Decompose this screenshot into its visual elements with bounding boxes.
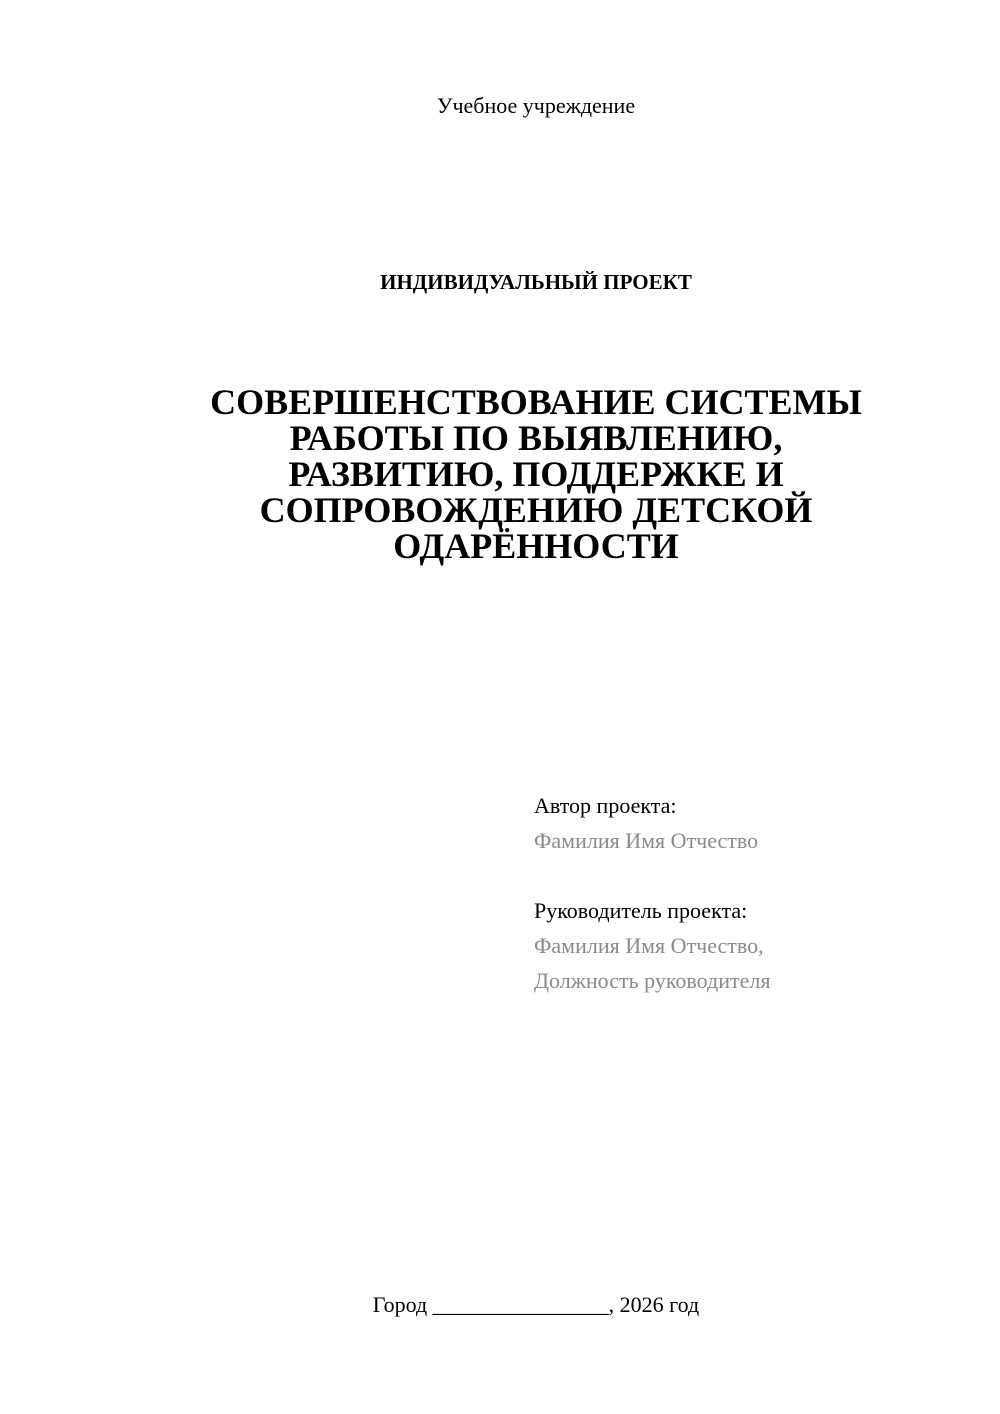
- project-title-line: СОВЕРШЕНСТВОВАНИЕ СИСТЕМЫ: [210, 382, 862, 422]
- project-credits: [534, 788, 974, 998]
- project-title-line: РАБОТЫ ПО ВЫЯВЛЕНИЮ,: [289, 418, 783, 458]
- supervisor-label: Руководитель проекта:: [534, 898, 748, 923]
- city-blank: ________________: [432, 1292, 609, 1317]
- project-title-line: РАЗВИТИЮ, ПОДДЕРЖКЕ И: [288, 454, 784, 494]
- city-year-line: [0, 1290, 1000, 1320]
- city-label: Город: [372, 1292, 428, 1317]
- institution-name: Учебное учреждение: [436, 93, 636, 118]
- project-title-line: ОДАРЁННОСТИ: [393, 526, 679, 566]
- author-name: Фамилия Имя Отчество: [534, 828, 759, 853]
- supervisor-position: Должность руководителя: [534, 968, 771, 993]
- supervisor-name: Фамилия Имя Отчество,: [534, 933, 764, 958]
- year-text: , 2026 год: [608, 1292, 700, 1317]
- project-type-heading: ИНДИВИДУАЛЬНЫЙ ПРОЕКТ: [380, 270, 692, 294]
- credits-spacer: [534, 858, 974, 893]
- project-title: [150, 384, 922, 564]
- author-label: Автор проекта:: [534, 793, 677, 818]
- project-title-line: СОПРОВОЖДЕНИЮ ДЕТСКОЙ: [259, 490, 813, 530]
